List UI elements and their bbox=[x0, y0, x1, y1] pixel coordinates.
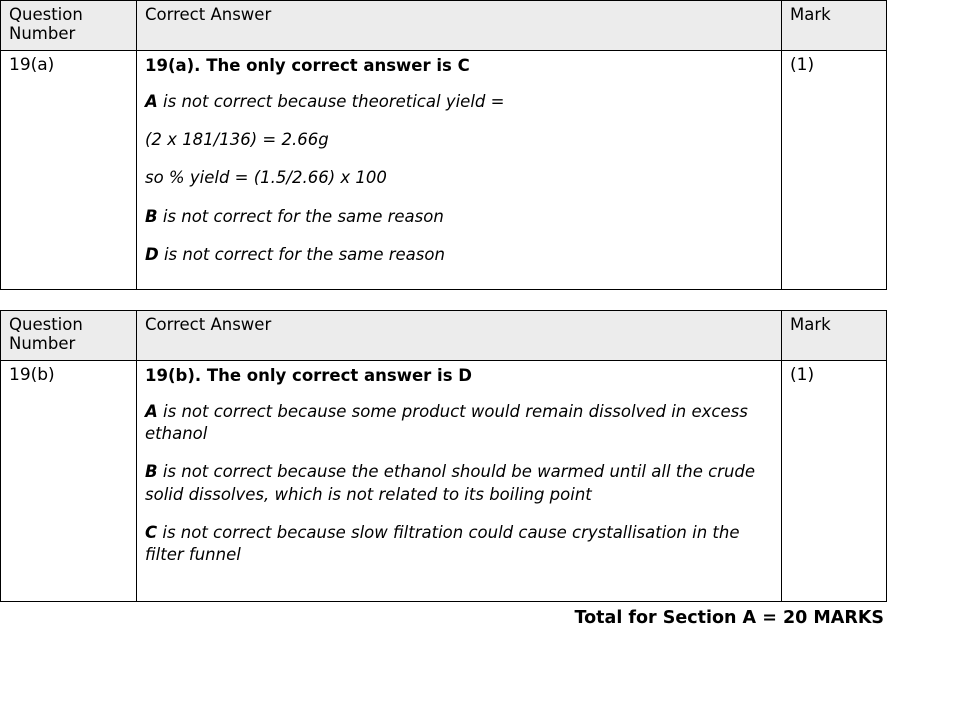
answer-line-text: is not correct because some product would remain dissolved in excess ethanol bbox=[145, 401, 748, 444]
answer-line bbox=[145, 461, 773, 506]
section-total-label: Total for Section A = 20 MARKS bbox=[574, 607, 884, 628]
answer-line bbox=[145, 91, 773, 113]
answer-title-19a: 19(a). The only correct answer is C bbox=[145, 55, 470, 75]
answer-line-text: is not correct because slow filtration could cause crystallisation in the filter funnel bbox=[145, 522, 740, 565]
answer-cell-19b bbox=[137, 360, 782, 601]
table-header-row-19a bbox=[1, 1, 887, 51]
answer-line-lead: D bbox=[145, 245, 159, 264]
mark-value-19a: (1) bbox=[782, 50, 887, 289]
answer-line-text: so % yield = (1.5/2.66) x 100 bbox=[145, 168, 387, 188]
answer-line-text: (2 x 181/136) = 2.66g bbox=[145, 130, 329, 150]
header-question-number-line1: Question bbox=[9, 5, 83, 24]
answer-line bbox=[145, 206, 773, 228]
answer-line bbox=[145, 522, 773, 567]
answer-line-lead: B bbox=[145, 462, 158, 482]
table-header-row-19b bbox=[1, 310, 887, 360]
answer-line-text: is not correct for the same reason bbox=[158, 245, 445, 264]
header-correct-answer: Correct Answer bbox=[137, 1, 782, 51]
answer-line-lead: A bbox=[145, 401, 158, 421]
answer-line bbox=[145, 129, 773, 151]
answer-line-text: is not correct because the ethanol should be warmed until all the crude solid dissolves, which is not related to its boiling point bbox=[145, 462, 756, 504]
header-question-number-line2: Number bbox=[9, 334, 76, 354]
header-question-number-line1: Question bbox=[9, 314, 83, 334]
answer-line-text: is not correct for the same reason bbox=[157, 206, 444, 226]
header-question-number bbox=[1, 1, 137, 51]
answer-title-19b: 19(b). The only correct answer is D bbox=[145, 365, 472, 385]
answer-line-lead: C bbox=[145, 522, 158, 542]
mark-value-19b: (1) bbox=[782, 360, 887, 601]
header-correct-answer: Correct Answer bbox=[137, 310, 782, 360]
header-question-number-line2: Number bbox=[9, 24, 76, 44]
question-number-19a: 19(a) bbox=[1, 50, 137, 289]
table-row bbox=[1, 50, 887, 289]
header-mark: Mark bbox=[782, 1, 887, 51]
answer-line-text: is not correct because theoretical yield = bbox=[157, 91, 505, 111]
header-mark: Mark bbox=[782, 310, 887, 360]
answer-line bbox=[145, 167, 773, 189]
table-spacer bbox=[0, 290, 960, 310]
question-table-19a bbox=[0, 0, 887, 290]
answer-cell-19a bbox=[137, 50, 782, 289]
question-number-19b: 19(b) bbox=[1, 360, 137, 601]
answer-line bbox=[145, 401, 773, 446]
answer-line-lead: B bbox=[145, 206, 158, 226]
answer-line-lead: A bbox=[145, 91, 158, 111]
question-table-19b bbox=[0, 310, 887, 602]
header-question-number bbox=[1, 310, 137, 360]
table-row bbox=[1, 360, 887, 601]
answer-line bbox=[145, 244, 773, 266]
